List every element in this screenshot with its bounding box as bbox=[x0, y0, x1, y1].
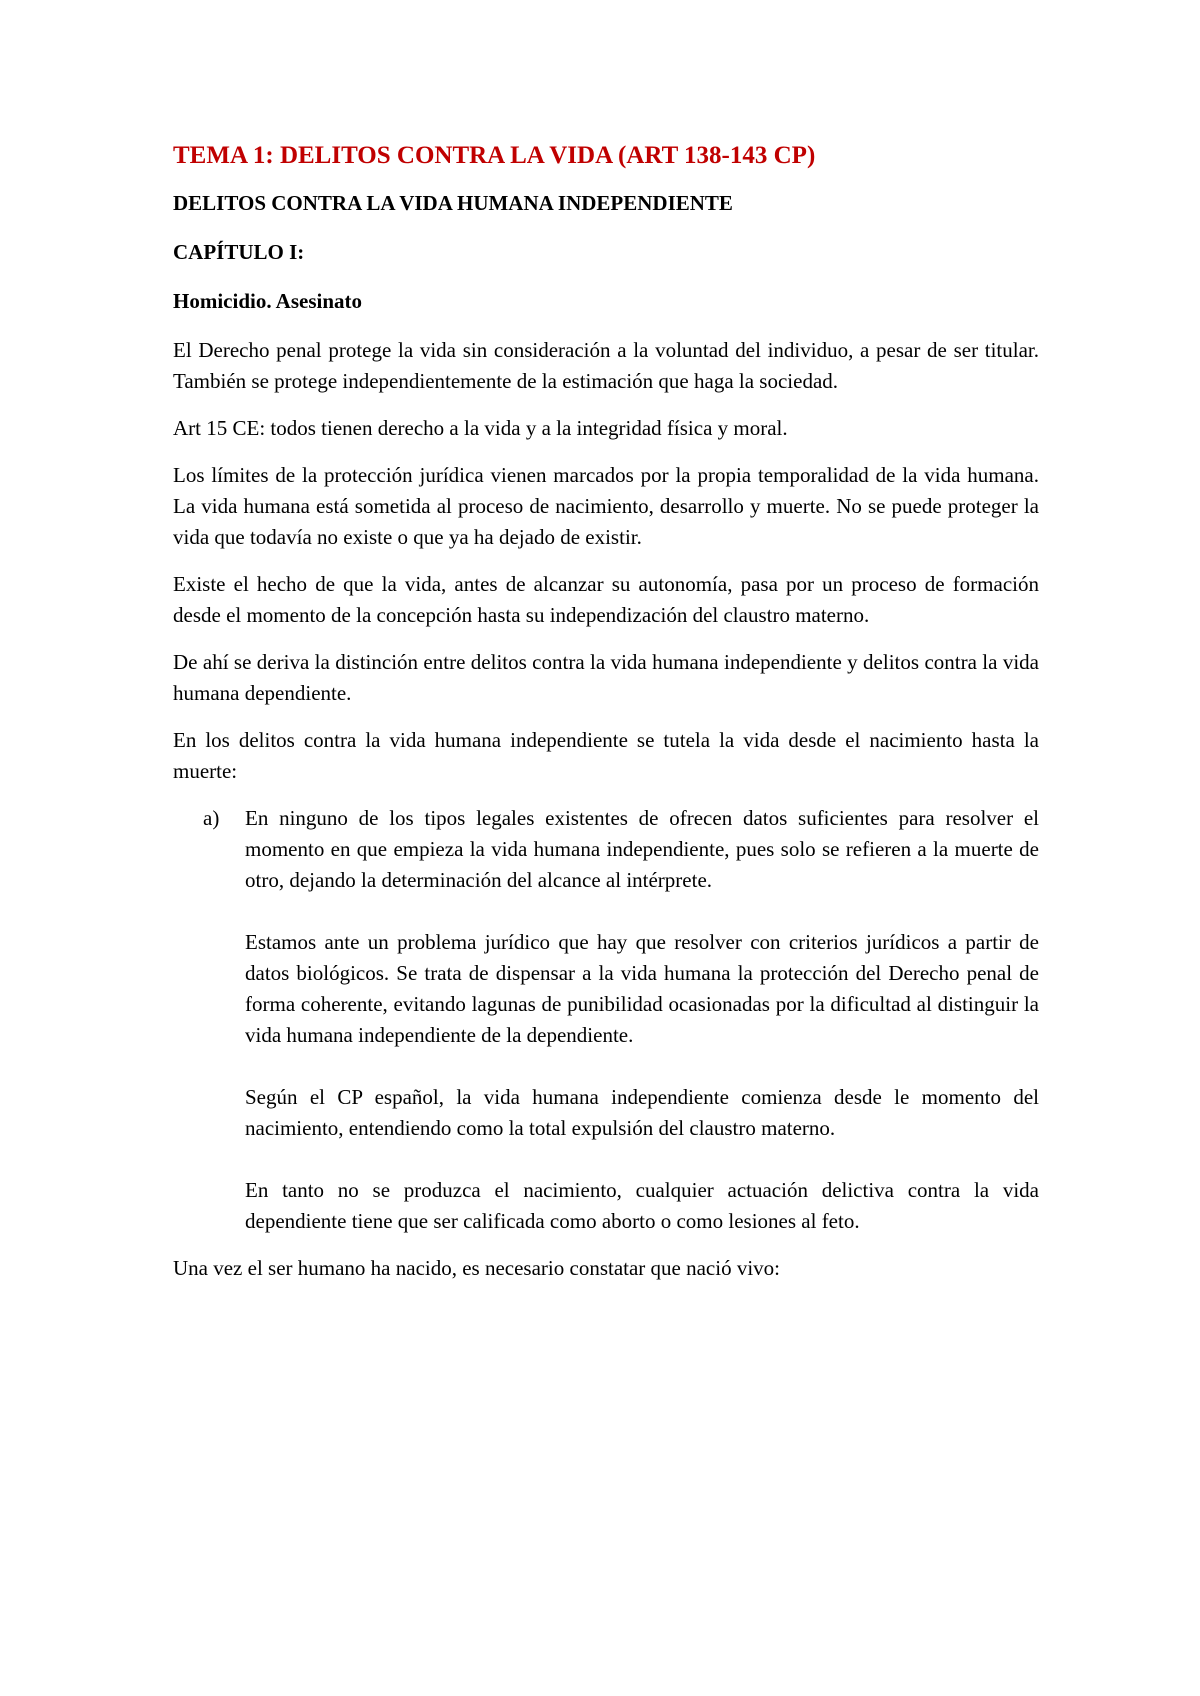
paragraph: Art 15 CE: todos tienen derecho a la vida y a la integridad física y moral. bbox=[173, 416, 788, 440]
list-paragraph: Según el CP español, la vida humana independiente comienza desde le momento del nacimiento, entendiendo como la total expulsión del claustro materno. bbox=[245, 1085, 1039, 1140]
paragraph: Los límites de la protección jurídica vienen marcados por la propia temporalidad de la vida humana. La vida humana está sometida al proceso de nacimiento, desarrollo y muerte. No se puede proteger la vida que todavía no existe o que ya ha dejado de existir. bbox=[173, 463, 1039, 549]
document-page bbox=[173, 138, 1039, 1300]
paragraph: En los delitos contra la vida humana independiente se tutela la vida desde el nacimiento hasta la muerte: bbox=[173, 728, 1039, 783]
paragraph: De ahí se deriva la distinción entre delitos contra la vida humana independiente y delitos contra la vida humana dependiente. bbox=[173, 650, 1039, 705]
paragraph: Existe el hecho de que la vida, antes de alcanzar su autonomía, pasa por un proceso de formación desde el momento de la concepción hasta su independización del claustro materno. bbox=[173, 572, 1039, 627]
closing-paragraph: Una vez el ser humano ha nacido, es necesario constatar que nació vivo: bbox=[173, 1256, 781, 1280]
document-subtitle: DELITOS CONTRA LA VIDA HUMANA INDEPENDIENTE bbox=[173, 191, 733, 215]
chapter-heading: CAPÍTULO I: bbox=[173, 240, 305, 264]
document-title: TEMA 1: DELITOS CONTRA LA VIDA (ART 138-143 CP) bbox=[173, 142, 816, 169]
list-paragraph: Estamos ante un problema jurídico que hay que resolver con criterios jurídicos a partir de datos biológicos. Se trata de dispensar a la vida humana la protección del Derecho penal de forma coherente, evitando lagunas de punibilidad ocasionadas por la dificultad al distinguir la vida humana independiente de la dependiente. bbox=[245, 930, 1039, 1047]
list-paragraph: En tanto no se produzca el nacimiento, cualquier actuación delictiva contra la vida dependiente tiene que ser calificada como aborto o como lesiones al feto. bbox=[245, 1178, 1039, 1233]
list-paragraph: En ninguno de los tipos legales existentes de ofrecen datos suficientes para resolver el momento en que empieza la vida humana independiente, pues solo se refieren a la muerte de otro, dejando la determinación del alcance al intérprete. bbox=[245, 806, 1039, 892]
paragraph: El Derecho penal protege la vida sin consideración a la voluntad del individuo, a pesar de ser titular. También se protege independientemente de la estimación que haga la sociedad. bbox=[173, 338, 1039, 393]
section-heading: Homicidio. Asesinato bbox=[173, 289, 363, 313]
list-item bbox=[173, 803, 1039, 1237]
ordered-list bbox=[173, 803, 1039, 1237]
list-marker: a) bbox=[203, 806, 220, 830]
